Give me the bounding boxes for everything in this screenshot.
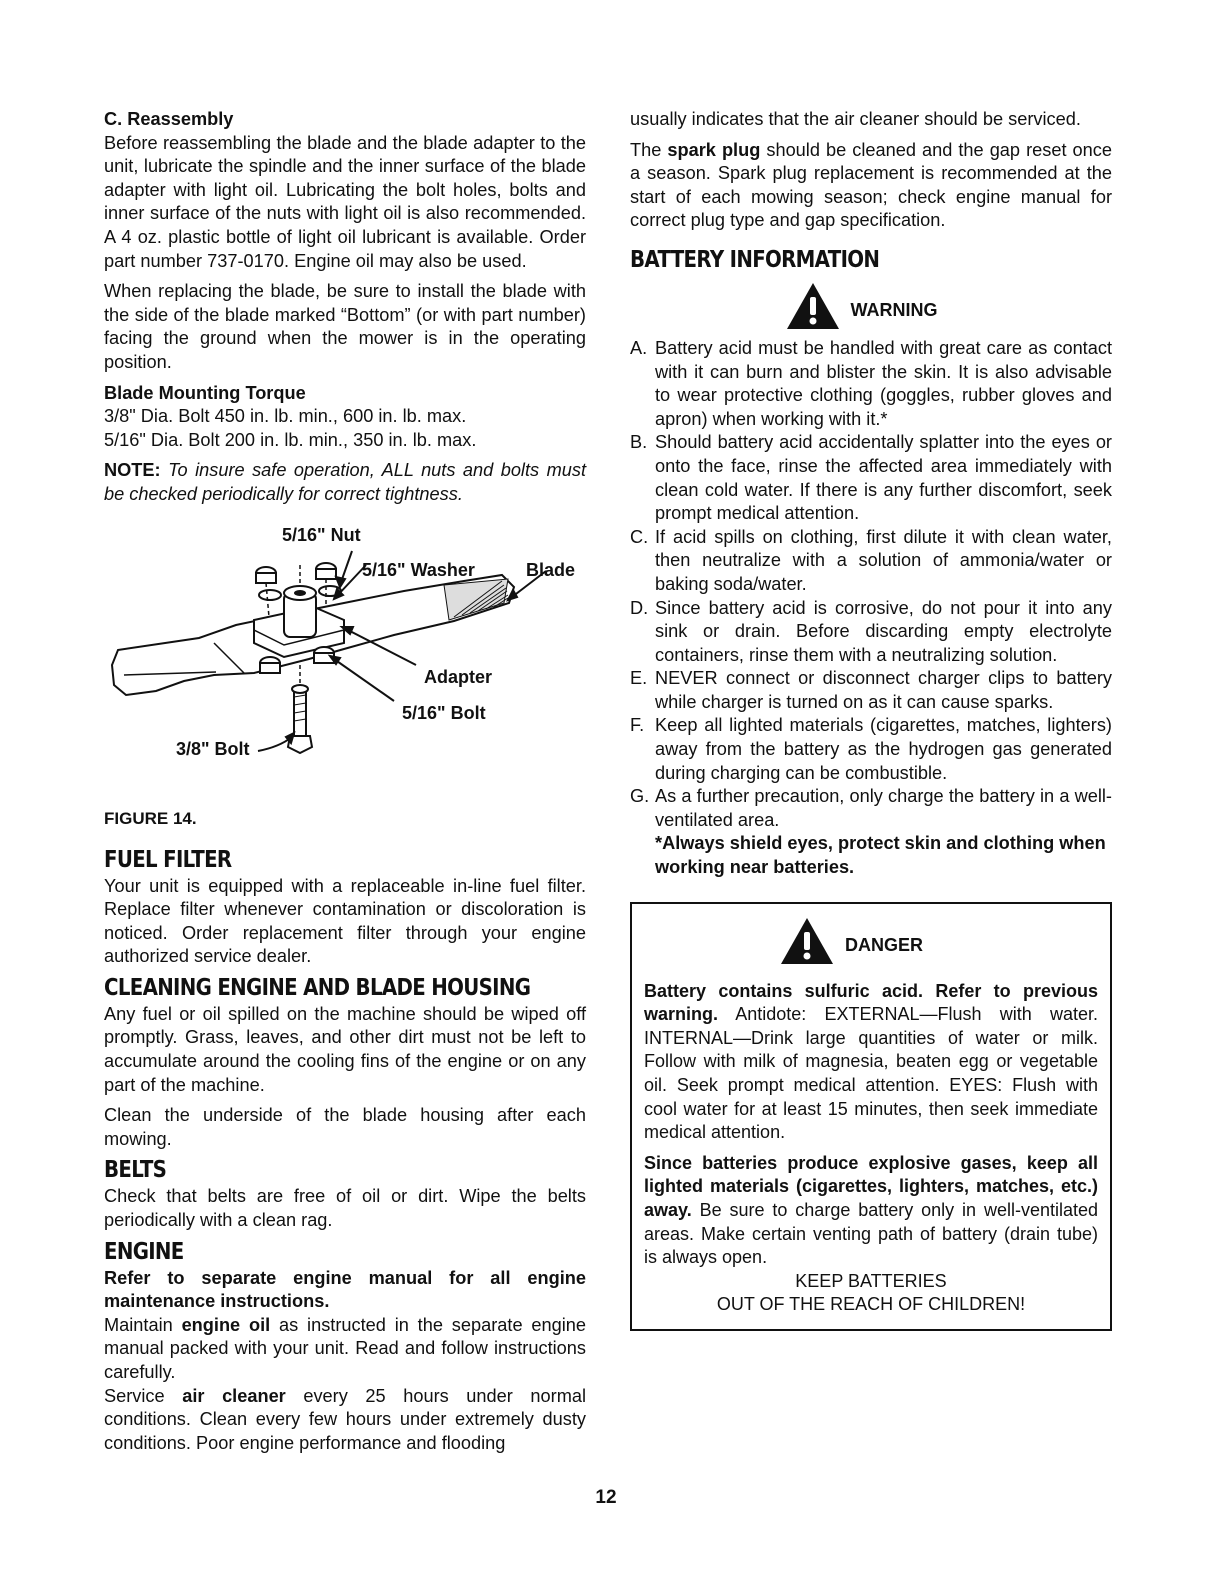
- engine-air-paragraph: Service air cleaner every 25 hours under normal conditions. Clean every few hours under extremely dusty conditions. Poor engine performance and flooding: [104, 1385, 586, 1453]
- keep-batteries-line-2: OUT OF THE REACH OF CHILDREN!: [716, 1294, 1026, 1315]
- engine-bold-note: Refer to separate engine manual for all engine maintenance instructions.: [104, 1267, 586, 1312]
- warning-label: WARNING: [850, 300, 938, 321]
- page-number: 12: [595, 1487, 617, 1508]
- danger-paragraph-1: Battery contains sulfuric acid. Refer to previous warning. Antidote: EXTERNAL—Flush with water. INTERNAL—Drink large quantities of water or milk. Follow with milk of magnesia, beaten egg or vegetable oil. Seek prompt medical attention. EYES: Flush with cool water for at least 15 minutes, then seek immediate medical attention.: [644, 980, 1098, 1143]
- reassembly-paragraph-1: Before reassembling the blade and the blade adapter to the unit, lubricate the spindle and the inner surface of the blade adapter with light oil. Lubricating the bolt holes, bolts and inner surface of the nuts with light oil is also recommended. A 4 oz. plastic bottle of light oil lubricant is available. Order part number 737-0170. Engine oil may also be used.: [104, 132, 586, 271]
- spark-plug-paragraph: The spark plug should be cleaned and the gap reset once a season. Spark plug replacement is recommended at the start of each mowing season; check engine manual for correct plug type and gap specification.: [630, 139, 1112, 231]
- danger-header: [604, 910, 1098, 972]
- reassembly-paragraph-2: When replacing the blade, be sure to install the blade with the side of the blade marked “Bottom” (or with part number) facing the ground when the mower is in the operating position.: [104, 281, 586, 372]
- danger-paragraph-2: Since batteries produce explosive gases, keep all lighted materials (cigarettes, lighters, matches, etc.) away. Be sure to charge battery only in well-ventilated areas. Make certain venting path of battery (drain tube) is always open.: [644, 1152, 1098, 1268]
- torque-line-1: 3/8" Dia. Bolt 450 in. lb. min., 600 in. lb. max.: [104, 406, 467, 427]
- right-column: [630, 108, 1112, 1331]
- heading-cleaning: CLEANING ENGINE AND BLADE HOUSING: [104, 974, 531, 1001]
- heading-fuel-filter: FUEL FILTER: [104, 846, 232, 873]
- label-nut: 5/16" Nut: [282, 524, 361, 545]
- torque-title: Blade Mounting Torque: [104, 382, 306, 403]
- cleaning-paragraph-1: Any fuel or oil spilled on the machine should be wiped off promptly. Grass, leaves, and other dirt must not be left to accumulate around the cooling fins of the engine or on any part of the machine.: [104, 1003, 586, 1095]
- list-item: F. Keep all lighted materials (cigarettes, matches, lighters) away from the battery as the hydrogen gas generated during charging can be combustible.: [630, 715, 1112, 783]
- fuel-filter-text: Your unit is equipped with a replaceable in-line fuel filter. Replace filter whenever contamination or discoloration is noticed. Order replacement filter through your engine authorized service dealer.: [104, 875, 586, 967]
- label-bolt-38: 3/8" Bolt: [176, 738, 250, 759]
- figure-blade-assembly: [104, 525, 586, 795]
- label-blade: Blade: [526, 559, 576, 580]
- list-item: E. NEVER connect or disconnect charger clips to battery while charger is turned on as it can cause sparks.: [630, 668, 1112, 712]
- list-item: D. Since battery acid is corrosive, do not pour it into any sink or drain. Before discarding empty electrolyte containers, rinse them with a neutralizing solution.: [630, 597, 1112, 665]
- cleaning-paragraph-2: Clean the underside of the blade housing after each mowing.: [104, 1105, 586, 1149]
- left-column: [104, 108, 586, 1455]
- continued-text: usually indicates that the air cleaner should be serviced.: [630, 109, 1081, 129]
- shield-note: *Always shield eyes, protect skin and clothing when working near batteries.: [655, 833, 1106, 878]
- label-washer: 5/16" Washer: [362, 559, 475, 580]
- engine-oil-paragraph: Maintain engine oil as instructed in the separate engine manual packed with your unit. Read and follow instructions carefully.: [104, 1314, 586, 1382]
- list-item: B. Should battery acid accidentally splatter into the eyes or onto the face, rinse the affected area immediately with clean cold water. If there is any further discomfort, seek prompt medical attention.: [630, 432, 1112, 524]
- reassembly-title: C. Reassembly: [104, 109, 234, 129]
- list-item: G. As a further precaution, only charge the battery in a well-ventilated area.: [630, 786, 1112, 830]
- keep-batteries-line-1: KEEP BATTERIES: [795, 1270, 947, 1291]
- note-text: To insure safe operation, ALL nuts and bolts must be checked periodically for correct tightness.: [104, 460, 586, 504]
- danger-box: [630, 902, 1112, 1331]
- battery-warning-list: [630, 337, 1112, 832]
- label-adapter: Adapter: [424, 666, 493, 687]
- torque-line-2: 5/16" Dia. Bolt 200 in. lb. min., 350 in. lb. max.: [104, 429, 477, 450]
- figure-caption: FIGURE 14.: [104, 808, 197, 828]
- heading-battery-information: BATTERY INFORMATION: [630, 246, 880, 273]
- warning-header: [610, 275, 1112, 337]
- list-item: C. If acid spills on clothing, first dilute it with clean water, then neutralize with a solution of ammonia/water or baking soda/water.: [630, 526, 1112, 594]
- warning-triangle-icon: [779, 916, 835, 966]
- note-label: NOTE:: [104, 460, 161, 481]
- danger-label: DANGER: [844, 935, 923, 956]
- list-item: A. Battery acid must be handled with great care as contact with it can burn and blister the skin. It is also advisable to wear protective clothing (goggles, rubber gloves and apron) when working with it.*: [630, 337, 1112, 429]
- heading-belts: BELTS: [104, 1157, 167, 1184]
- heading-engine: ENGINE: [104, 1238, 184, 1265]
- belts-text: Check that belts are free of oil or dirt. Wipe the belts periodically with a clean rag.: [104, 1186, 586, 1231]
- warning-triangle-icon: [785, 281, 841, 331]
- note: [104, 459, 586, 506]
- label-bolt-516: 5/16" Bolt: [402, 702, 486, 723]
